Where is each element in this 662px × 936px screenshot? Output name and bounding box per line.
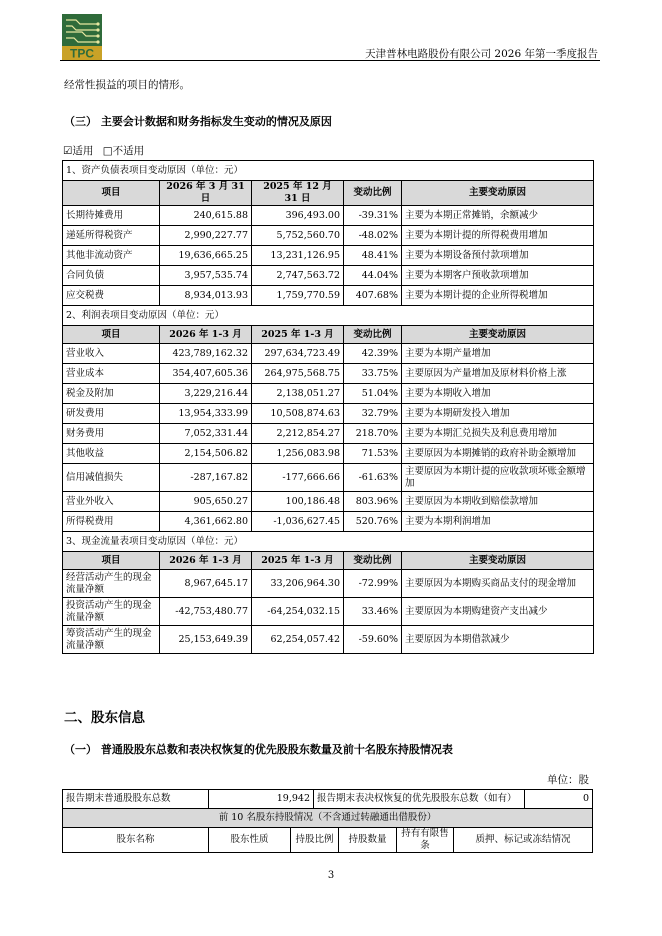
cell-item: 应交税费: [63, 286, 160, 306]
cell-prior: 10,508,874.63: [252, 404, 344, 424]
cell-item: 筹资活动产生的现金流量净额: [63, 626, 160, 654]
cell-current: 905,650.27: [160, 492, 252, 512]
cell-item: 合同负债: [63, 266, 160, 286]
col-reason: 主要变动原因: [402, 181, 594, 206]
logo-text: TPC: [70, 46, 94, 60]
cell-change: 407.68%: [344, 286, 402, 306]
cell-reason: 主要为本期收入增加: [402, 384, 594, 404]
company-logo: [62, 14, 102, 60]
col-current: 2026 年 3 月 31 日: [160, 181, 252, 206]
cell-change: 71.53%: [344, 444, 402, 464]
cell-change: 218.70%: [344, 424, 402, 444]
cell-change: 520.76%: [344, 512, 402, 532]
not-applicable-checkbox[interactable]: □不适用: [102, 145, 145, 157]
col-item: 项目: [63, 552, 160, 570]
cell-current: 2,154,506.82: [160, 444, 252, 464]
col-change: 变动比例: [344, 326, 402, 344]
cell-reason: 主要为本期研发投入增加: [402, 404, 594, 424]
col-reason: 主要变动原因: [402, 552, 594, 570]
top10-title-row: [63, 809, 593, 828]
table-row: [63, 570, 594, 598]
cell-item: 营业外收入: [63, 492, 160, 512]
cell-current: 4,361,662.80: [160, 512, 252, 532]
cell-current: 8,967,645.17: [160, 570, 252, 598]
table-row: [63, 344, 594, 364]
applicable-checkbox[interactable]: ☑适用: [63, 145, 94, 157]
cell-prior: -64,254,032.15: [252, 598, 344, 626]
report-title: 天津普林电路股份有限公司 2026 年第一季度报告: [365, 48, 598, 60]
preferred-holders-label: 报告期末表决权恢复的优先股股东总数（如有）: [314, 790, 525, 809]
cell-prior: 1,256,083.98: [252, 444, 344, 464]
cell-current: 7,052,331.44: [160, 424, 252, 444]
table-row: [63, 444, 594, 464]
balance-subtitle: 1、资产负债表项目变动原因（单位：元）: [63, 161, 594, 181]
col-restricted: 持有有限售条: [397, 828, 454, 853]
income-subtitle: 2、利润表项目变动原因（单位：元）: [63, 306, 594, 326]
cell-item: 营业成本: [63, 364, 160, 384]
cell-prior: 13,231,126.95: [252, 246, 344, 266]
cell-reason: 主要为本期产量增加: [402, 344, 594, 364]
col-holding-qty: 持股数量: [339, 828, 397, 853]
cell-current: 13,954,333.99: [160, 404, 252, 424]
col-prior: 2025 年 12 月 31 日: [252, 181, 344, 206]
cell-reason: 主要为本期计提的企业所得税增加: [402, 286, 594, 306]
col-current: 2026 年 1-3 月: [160, 552, 252, 570]
col-prior: 2025 年 1-3 月: [252, 552, 344, 570]
table-row: [63, 424, 594, 444]
section-heading: （三） 主要会计数据和财务指标发生变动的情况及原因: [64, 115, 332, 128]
cell-reason: 主要原因为本期收到赔偿款增加: [402, 492, 594, 512]
preferred-holders-value: 0: [525, 790, 593, 809]
shareholder-section-heading: 二、股东信息: [64, 710, 145, 726]
cell-prior: 396,493.00: [252, 206, 344, 226]
cell-prior: -1,036,627.45: [252, 512, 344, 532]
cell-reason: 主要原因为本期摊销的政府补助金额增加: [402, 444, 594, 464]
common-holders-label: 报告期末普通股股东总数: [63, 790, 209, 809]
cell-change: -39.31%: [344, 206, 402, 226]
table-row: [63, 512, 594, 532]
balance-header-row: [63, 181, 594, 206]
cell-prior: 1,759,770.59: [252, 286, 344, 306]
cell-current: 8,934,013.93: [160, 286, 252, 306]
cell-item: 递延所得税资产: [63, 226, 160, 246]
cell-change: -59.60%: [344, 626, 402, 654]
cell-item: 信用减值损失: [63, 464, 160, 492]
cell-item: 投资活动产生的现金流量净额: [63, 598, 160, 626]
cell-reason: 主要原因为本期借款减少: [402, 626, 594, 654]
cell-reason: 主要原因为本期购买商品支付的现金增加: [402, 570, 594, 598]
cell-current: -42,753,480.77: [160, 598, 252, 626]
income-header-row: [63, 326, 594, 344]
financial-change-table: [62, 160, 594, 654]
cell-prior: 264,975,568.75: [252, 364, 344, 384]
cell-prior: 2,747,563.72: [252, 266, 344, 286]
cell-reason: 主要为本期设备预付款项增加: [402, 246, 594, 266]
cell-prior: -177,666.66: [252, 464, 344, 492]
top10-header-row: [63, 828, 593, 853]
cell-item: 财务费用: [63, 424, 160, 444]
cell-change: -48.02%: [344, 226, 402, 246]
col-holder-name: 股东名称: [63, 828, 209, 853]
cell-change: 803.96%: [344, 492, 402, 512]
cell-change: -72.99%: [344, 570, 402, 598]
cell-item: 营业收入: [63, 344, 160, 364]
cell-current: 25,153,649.39: [160, 626, 252, 654]
col-prior: 2025 年 1-3 月: [252, 326, 344, 344]
cell-prior: 33,206,964.30: [252, 570, 344, 598]
col-change: 变动比例: [344, 181, 402, 206]
cell-current: 423,789,162.32: [160, 344, 252, 364]
col-pledge: 质押、标记或冻结情况: [454, 828, 593, 853]
table-row: [63, 492, 594, 512]
cell-reason: 主要为本期利润增加: [402, 512, 594, 532]
header-divider: [60, 60, 600, 61]
col-holding-ratio: 持股比例: [291, 828, 339, 853]
table-row: [63, 246, 594, 266]
shareholder-subheading: （一） 普通股股东总数和表决权恢复的优先股股东数量及前十名股东持股情况表: [64, 743, 453, 756]
cell-current: 240,615.88: [160, 206, 252, 226]
cell-item: 经营活动产生的现金流量净额: [63, 570, 160, 598]
shareholder-table: [62, 789, 593, 853]
col-item: 项目: [63, 181, 160, 206]
cell-change: 48.41%: [344, 246, 402, 266]
cell-change: 33.46%: [344, 598, 402, 626]
applicable-options: [63, 143, 150, 158]
cell-reason: 主要原因为产量增加及原材料价格上涨: [402, 364, 594, 384]
table-row: [63, 266, 594, 286]
cell-prior: 2,212,854.27: [252, 424, 344, 444]
page-number: 3: [327, 870, 335, 881]
cell-prior: 2,138,051.27: [252, 384, 344, 404]
cell-change: 33.75%: [344, 364, 402, 384]
top10-title: 前 10 名股东持股情况（不含通过转融通出借股份）: [63, 809, 593, 828]
col-item: 项目: [63, 326, 160, 344]
col-current: 2026 年 1-3 月: [160, 326, 252, 344]
cell-prior: 100,186.48: [252, 492, 344, 512]
cell-item: 研发费用: [63, 404, 160, 424]
unit-label: 单位：股: [547, 774, 589, 786]
cell-item: 税金及附加: [63, 384, 160, 404]
cell-prior: 5,752,560.70: [252, 226, 344, 246]
cashflow-header-row: [63, 552, 594, 570]
cell-current: 354,407,605.36: [160, 364, 252, 384]
col-change: 变动比例: [344, 552, 402, 570]
cell-change: 42.39%: [344, 344, 402, 364]
cell-change: -61.63%: [344, 464, 402, 492]
cell-change: 51.04%: [344, 384, 402, 404]
cell-prior: 297,634,723.49: [252, 344, 344, 364]
cell-reason: 主要为本期正常摊销，余额减少: [402, 206, 594, 226]
cell-item: 长期待摊费用: [63, 206, 160, 226]
cell-item: 其他收益: [63, 444, 160, 464]
col-reason: 主要变动原因: [402, 326, 594, 344]
cell-prior: 62,254,057.42: [252, 626, 344, 654]
table-row: [63, 598, 594, 626]
cell-current: 19,636,665.25: [160, 246, 252, 266]
cashflow-subtitle: 3、现金流量表项目变动原因（单位：元）: [63, 532, 594, 552]
table-row: [63, 464, 594, 492]
cell-reason: 主要原因为本期计提的应收款项坏账金额增加: [402, 464, 594, 492]
cell-item: 所得税费用: [63, 512, 160, 532]
cell-change: 32.79%: [344, 404, 402, 424]
cell-current: -287,167.82: [160, 464, 252, 492]
table-row: [63, 384, 594, 404]
table-row: [63, 206, 594, 226]
table-row: [63, 286, 594, 306]
cell-item: 其他非流动资产: [63, 246, 160, 266]
cell-current: 3,229,216.44: [160, 384, 252, 404]
cell-current: 3,957,535.74: [160, 266, 252, 286]
table-row: [63, 226, 594, 246]
cell-reason: 主要为本期计提的所得税费用增加: [402, 226, 594, 246]
table-row: [63, 626, 594, 654]
cell-current: 2,990,227.77: [160, 226, 252, 246]
cell-change: 44.04%: [344, 266, 402, 286]
common-holders-value: 19,942: [209, 790, 314, 809]
cell-reason: 主要为本期客户预收款项增加: [402, 266, 594, 286]
col-holder-type: 股东性质: [209, 828, 291, 853]
table-row: [63, 404, 594, 424]
shareholder-summary-row: [63, 790, 593, 809]
intro-text: 经常性损益的项目的情形。: [64, 79, 190, 91]
cell-reason: 主要原因为本期购建资产支出减少: [402, 598, 594, 626]
table-row: [63, 364, 594, 384]
cell-reason: 主要为本期汇兑损失及利息费用增加: [402, 424, 594, 444]
